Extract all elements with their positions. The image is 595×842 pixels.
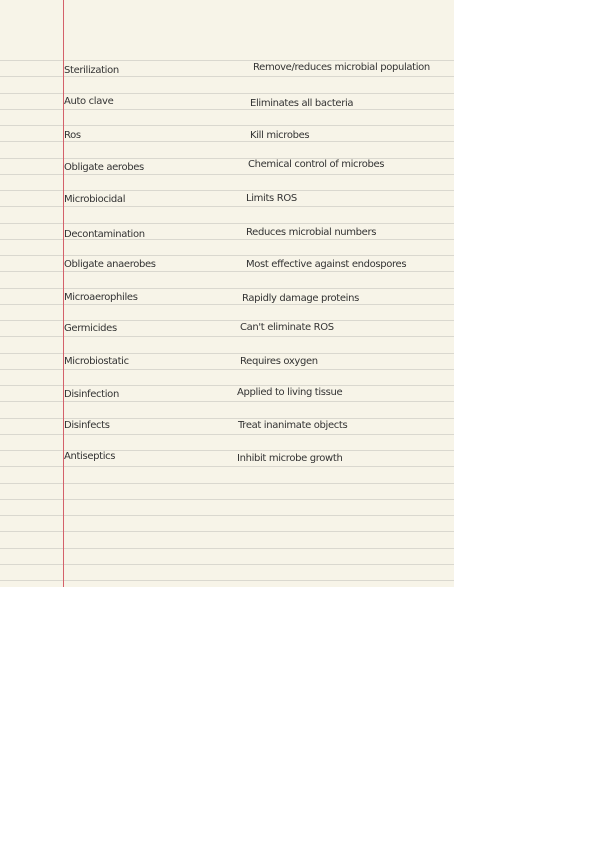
ruled-line	[0, 93, 454, 94]
term-microaerophiles: Microaerophiles	[64, 292, 138, 303]
term-microbiostatic: Microbiostatic	[64, 356, 129, 367]
ruled-line	[0, 401, 454, 402]
ruled-line	[0, 223, 454, 224]
ruled-line	[0, 499, 454, 500]
definition-8: Rapidly damage proteins	[242, 293, 359, 304]
definition-6: Reduces microbial numbers	[246, 227, 377, 238]
term-germicides: Germicides	[64, 323, 117, 334]
definition-11: Applied to living tissue	[237, 387, 343, 398]
ruled-line	[0, 515, 454, 516]
ruled-line	[0, 564, 454, 565]
definition-1: Remove/reduces microbial population	[253, 62, 430, 73]
ruled-line	[0, 548, 454, 549]
ruled-line	[0, 369, 454, 370]
ruled-line	[0, 288, 454, 289]
ruled-line	[0, 531, 454, 532]
ruled-line	[0, 418, 454, 419]
ruled-line	[0, 483, 454, 484]
term-obligate-aerobes: Obligate aerobes	[64, 162, 144, 173]
term-decontamination: Decontamination	[64, 229, 145, 240]
definition-4: Chemical control of microbes	[248, 159, 385, 170]
term-sterilization: Sterilization	[64, 65, 119, 76]
ruled-line	[0, 580, 454, 581]
ruled-line	[0, 255, 454, 256]
ruled-line	[0, 434, 454, 435]
definition-10: Requires oxygen	[240, 356, 318, 367]
definition-9: Can't eliminate ROS	[240, 322, 334, 333]
definition-2: Eliminates all bacteria	[250, 98, 354, 109]
term-obligate-anaerobes: Obligate anaerobes	[64, 259, 156, 270]
ruled-line	[0, 320, 454, 321]
term-disinfection: Disinfection	[64, 389, 119, 400]
ruled-line	[0, 353, 454, 354]
ruled-line	[0, 125, 454, 126]
definition-5: Limits ROS	[246, 193, 297, 204]
ruled-line	[0, 190, 454, 191]
ruled-line	[0, 174, 454, 175]
term-disinfects: Disinfects	[64, 420, 110, 431]
ruled-line	[0, 158, 454, 159]
definition-7: Most effective against endospores	[246, 259, 407, 270]
term-microbiocidal: Microbiocidal	[64, 194, 126, 205]
ruled-line	[0, 109, 454, 110]
definition-12: Treat inanimate objects	[238, 420, 348, 431]
ruled-line	[0, 304, 454, 305]
term-ros: Ros	[64, 130, 81, 141]
ruled-line	[0, 271, 454, 272]
term-antiseptics: Antiseptics	[64, 451, 116, 462]
ruled-line	[0, 60, 454, 61]
term-auto-clave: Auto clave	[64, 96, 114, 107]
definition-13: Inhibit microbe growth	[237, 453, 343, 464]
ruled-line	[0, 206, 454, 207]
ruled-line	[0, 466, 454, 467]
ruled-line	[0, 385, 454, 386]
definition-3: Kill microbes	[250, 130, 310, 141]
ruled-line	[0, 336, 454, 337]
